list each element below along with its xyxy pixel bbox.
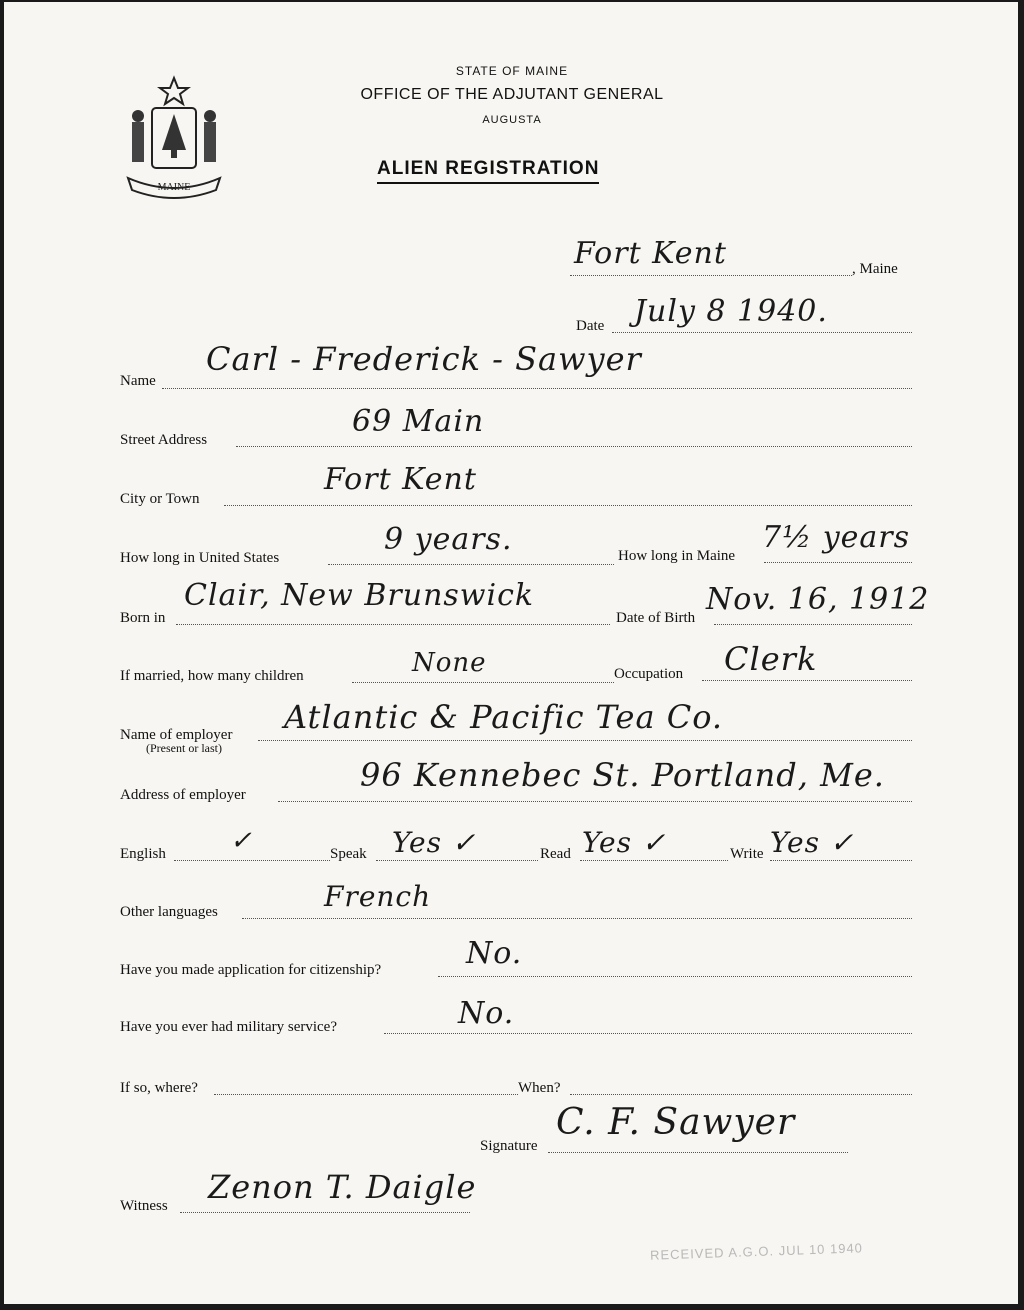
witness-value: Zenon T. Daigle [208, 1168, 477, 1206]
city-value: Fort Kent [324, 462, 477, 497]
name-label: Name [120, 373, 156, 389]
occupation-value: Clerk [724, 640, 818, 678]
dob-line [714, 624, 912, 625]
employer-address-line [278, 801, 912, 802]
signature-line [548, 1152, 848, 1153]
speak-label: Speak [330, 846, 367, 862]
place-value: Fort Kent [574, 236, 727, 271]
header-city: AUGUSTA [482, 114, 542, 126]
us-line [328, 564, 614, 565]
employer-address-value: 96 Kennebec St. Portland, Me. [360, 756, 885, 794]
signature-label: Signature [480, 1138, 538, 1154]
english-label: English [120, 846, 166, 862]
maine-time-line [764, 562, 912, 563]
speak-line [376, 860, 538, 861]
read-label: Read [540, 846, 571, 862]
where-label: If so, where? [120, 1080, 198, 1096]
us-label: How long in United States [120, 550, 280, 566]
dob-value: Nov. 16, 1912 [706, 582, 930, 617]
children-label: If married, how many children [120, 668, 304, 684]
english-value: ✓ [230, 826, 253, 856]
maine-label: , Maine [852, 261, 898, 277]
when-label: When? [518, 1080, 561, 1096]
dob-label: Date of Birth [616, 610, 696, 626]
other-languages-value: French [324, 880, 432, 913]
maine-time-label: How long in Maine [618, 548, 736, 564]
city-label: City or Town [120, 491, 200, 507]
english-line [174, 860, 330, 861]
military-label: Have you ever had military service? [120, 1019, 337, 1035]
write-label: Write [730, 846, 764, 862]
street-line [236, 446, 912, 447]
citizenship-label: Have you made application for citizenship? [120, 962, 382, 978]
employer-sublabel: (Present or last) [146, 741, 222, 755]
speak-value: Yes ✓ [392, 826, 477, 859]
header-office: OFFICE OF THE ADJUTANT GENERAL [360, 86, 664, 103]
header-state: STATE OF MAINE [455, 64, 569, 78]
name-line [162, 388, 912, 389]
employer-line [258, 740, 912, 741]
us-value: 9 years. [384, 522, 513, 557]
employer-address-label: Address of employer [120, 787, 246, 803]
received-stamp: RECEIVED A.G.O. JUL 10 1940 [649, 1240, 864, 1263]
seal-label: MAINE [157, 182, 191, 193]
military-value: No. [458, 996, 515, 1031]
military-line [384, 1033, 912, 1034]
witness-label: Witness [120, 1198, 168, 1214]
employer-value: Atlantic & Pacific Tea Co. [284, 698, 724, 736]
employer-label: Name of employer [120, 727, 233, 743]
date-value: July 8 1940. [634, 294, 828, 329]
street-label: Street Address [120, 432, 208, 448]
born-value: Clair, New Brunswick [184, 578, 535, 613]
occupation-label: Occupation [614, 666, 684, 682]
citizenship-value: No. [466, 936, 523, 971]
signature-value: C. F. Sawyer [556, 1102, 796, 1143]
when-line [570, 1094, 912, 1095]
children-line [352, 682, 614, 683]
date-label: Date [576, 318, 605, 334]
write-value: Yes ✓ [770, 826, 855, 859]
citizenship-line [438, 976, 912, 977]
date-line [612, 332, 912, 333]
street-value: 69 Main [352, 404, 485, 439]
read-line [580, 860, 728, 861]
born-line [176, 624, 610, 625]
children-value: None [412, 648, 487, 678]
write-line [770, 860, 912, 861]
witness-line [180, 1212, 470, 1213]
name-value: Carl - Frederick - Sawyer [206, 340, 642, 378]
other-languages-label: Other languages [120, 904, 218, 920]
read-value: Yes ✓ [582, 826, 667, 859]
city-line [224, 505, 912, 506]
maine-time-value: 7½ years [762, 520, 911, 555]
form-title: ALIEN REGISTRATION [377, 158, 599, 184]
place-line [570, 275, 852, 276]
born-label: Born in [120, 610, 166, 626]
occupation-line [702, 680, 912, 681]
where-line [214, 1094, 518, 1095]
other-languages-line [242, 918, 912, 919]
